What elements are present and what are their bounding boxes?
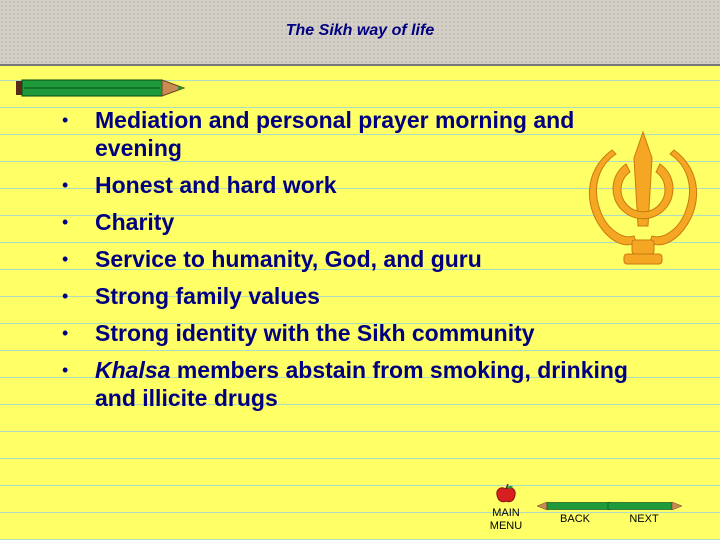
bullet-text: Strong family values	[95, 283, 320, 309]
bullet-text-italic: Khalsa	[95, 357, 171, 383]
bullet-text: Service to humanity, God, and guru	[95, 246, 482, 272]
main-menu-button[interactable]	[484, 484, 528, 533]
bullet-text: Strong identity with the Sikh community	[95, 320, 535, 346]
khanda-icon	[582, 130, 704, 270]
bullet-item	[62, 106, 642, 162]
bullet-dot-icon: •	[62, 323, 69, 343]
bullet-text: members abstain from smoking, drinking and illicite drugs	[95, 357, 628, 411]
bullet-item	[62, 319, 642, 347]
pencil-icon	[16, 76, 194, 100]
next-label: NEXT	[629, 513, 659, 525]
back-label: BACK	[560, 513, 590, 525]
bullet-item	[62, 282, 642, 310]
bullet-text: Mediation and personal prayer morning and evening	[95, 107, 575, 161]
next-button[interactable]	[604, 502, 684, 526]
bullet-dot-icon: •	[62, 212, 69, 232]
back-button[interactable]	[536, 502, 614, 526]
bullet-text: Charity	[95, 209, 175, 235]
bullet-dot-icon: •	[62, 175, 69, 195]
bullet-item	[62, 171, 642, 199]
bullet-item	[62, 356, 642, 412]
bullet-dot-icon: •	[62, 249, 69, 269]
main-menu-label: MAIN MENU	[489, 507, 523, 532]
bullet-dot-icon: •	[62, 286, 69, 306]
title-bar	[0, 0, 720, 66]
page-title: The Sikh way of life	[285, 22, 435, 39]
apple-icon	[495, 484, 517, 504]
bullet-dot-icon: •	[62, 110, 69, 130]
bullet-list	[62, 106, 642, 412]
bullet-text: Honest and hard work	[95, 172, 337, 198]
pencil-left-icon	[537, 502, 613, 510]
pencil-right-icon	[606, 502, 682, 510]
bullet-item	[62, 208, 642, 236]
bullet-dot-icon: •	[62, 360, 69, 380]
bullet-item	[62, 245, 642, 273]
